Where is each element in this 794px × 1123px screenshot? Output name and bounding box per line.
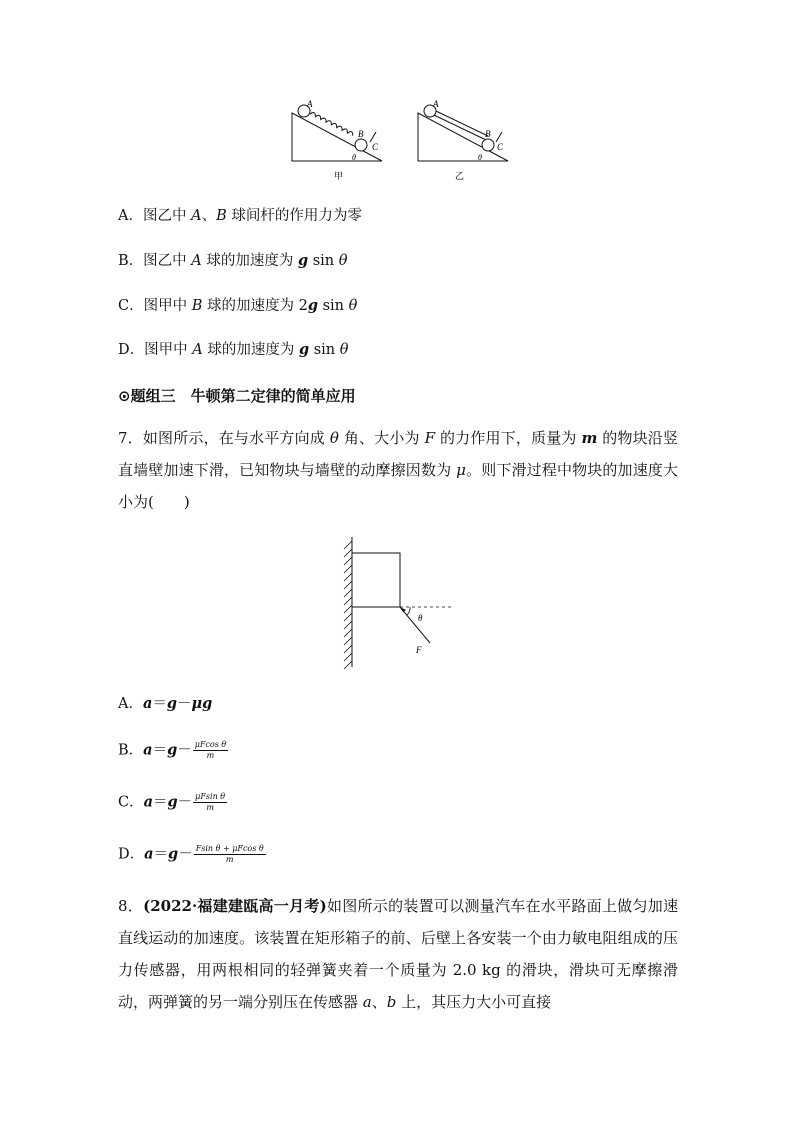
figure-yi <box>418 99 508 181</box>
q7-stem: 7．如图所示，在与水平方向成 θ 角、大小为 F 的力作用下，质量为 m 的物块沿竖直墙壁加速下滑，已知物块与墙壁的动摩擦因数为 μ。则下滑过程中物块的加速度大小为( ) <box>118 429 678 511</box>
q7-option-c: C．a＝g－ $\frac{\text{μFsin θ}}{m}$ <box>118 792 226 812</box>
angle-label: θ <box>418 613 423 623</box>
q8-stem: 8．(2022·福建建瓯高一月考)如图所示的装置可以测量汽车在水平路面上做匀加速直线运动的加速度。该装置在矩形箱子的前、后壁上各安装一个由力敏电阻组成的压力传感器，用两根相同的轻弹簧夹着一个质量为 2.0 kg 的滑块，滑块可无摩擦滑动，两弹簧的另一端分别压在传感器 a、b 上，其压力大小可直接 <box>118 897 678 1011</box>
q7-option-d: D．a＝g－ $\frac{\text{Fsin θ + μFcos θ}}{m}$ <box>118 844 264 864</box>
fraction: $\frac{\text{Fsin θ + μFcos θ}}{m}$ <box>195 844 264 864</box>
figure-jia <box>292 99 382 181</box>
caption-jia: 甲 <box>334 171 344 181</box>
angle-label: θ <box>478 153 482 162</box>
q6-option-d: D．图甲中 A 球的加速度为 g sin θ <box>118 341 349 358</box>
q7-option-b: B．a＝g－ $\frac{\text{μFcos θ}}{m}$ <box>118 740 227 760</box>
q6-option-c: C．图甲中 B 球的加速度为 2g sin θ <box>118 297 358 314</box>
label-b: B <box>358 129 364 139</box>
incline-figures <box>280 95 520 185</box>
label-b: B <box>485 129 491 139</box>
target-icon: ⊙ <box>118 387 131 405</box>
label-a: A <box>433 99 439 109</box>
angle-label: θ <box>352 153 356 162</box>
caption-yi: 乙 <box>455 171 465 181</box>
q6-option-a: A．图乙中 A、B 球间杆的作用力为零 <box>118 208 362 224</box>
fraction: $\frac{\text{μFsin θ}}{m}$ <box>195 792 226 812</box>
section-heading: ⊙题组三 牛顿第二定律的简单应用 <box>118 387 356 405</box>
fraction: $\frac{\text{μFcos θ}}{m}$ <box>194 740 227 760</box>
wall-block-figure <box>340 535 460 670</box>
q7-option-a: A．a＝g－μg <box>118 695 213 712</box>
label-c: C <box>497 142 504 152</box>
force-label: F <box>416 645 422 655</box>
label-a: A <box>307 99 313 109</box>
label-c: C <box>372 142 379 152</box>
q6-option-b: B．图乙中 A 球的加速度为 g sin θ <box>118 252 348 269</box>
